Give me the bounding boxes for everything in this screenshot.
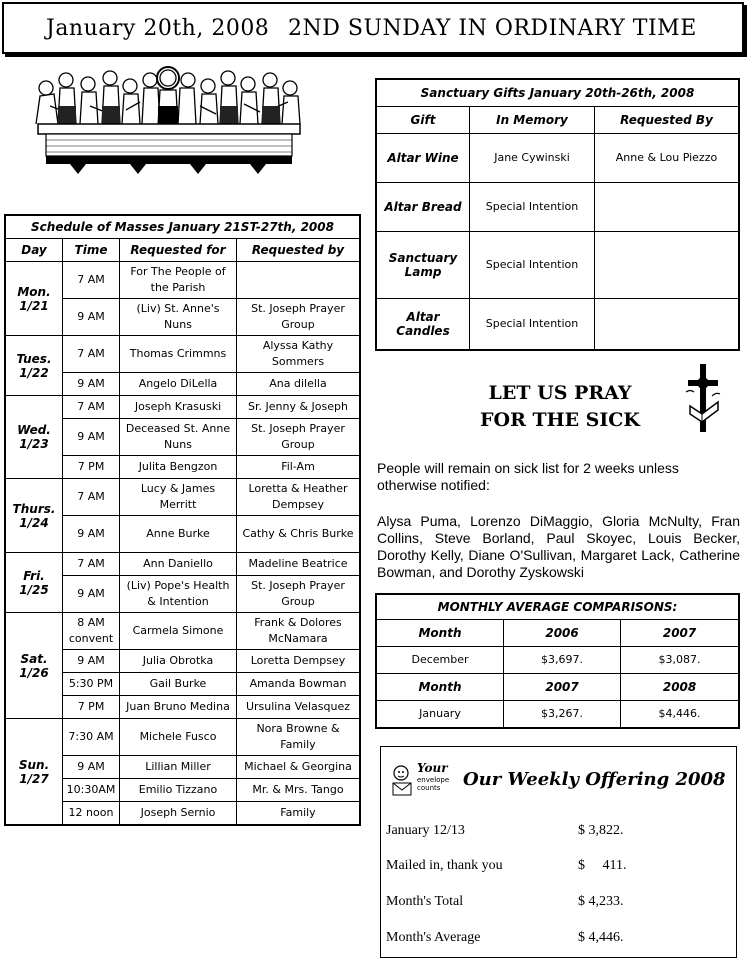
offering-label-1: January 12/13: [386, 823, 465, 838]
gifts-body: [376, 134, 739, 351]
mass-day: Tues. 1/22: [5, 336, 63, 396]
mass-row: [5, 479, 360, 516]
mass-time: 7 AM: [63, 479, 120, 516]
comparison-value-cell: $3,697.: [504, 647, 621, 674]
col-requested-by: Requested by: [237, 239, 361, 262]
comparison-header-cell: 2007: [621, 620, 739, 647]
offering-amount-3: $ 4,233.: [578, 894, 624, 909]
mass-time: 9 AM: [63, 419, 120, 456]
comparison-header-cell: 2008: [621, 674, 739, 701]
mass-row: [5, 336, 360, 373]
mass-day: Sun. 1/27: [5, 719, 63, 826]
gift-requested-by: [595, 183, 740, 232]
mass-requested-by: Amanda Bowman: [237, 673, 361, 696]
mass-time: 8 AM convent: [63, 613, 120, 650]
col-time: Time: [63, 239, 120, 262]
mass-time: 7 AM: [63, 553, 120, 576]
comparison-header-cell: 2007: [504, 674, 621, 701]
gift-row: [376, 232, 739, 299]
mass-day: Fri. 1/25: [5, 553, 63, 613]
comparisons-body: [376, 620, 739, 729]
mass-requested-by: Loretta Dempsey: [237, 650, 361, 673]
mass-requested-for: Lucy & James Merritt: [120, 479, 237, 516]
gift-row: [376, 183, 739, 232]
mass-requested-for: Joseph Krasuski: [120, 396, 237, 419]
mass-time: 9 AM: [63, 516, 120, 553]
mass-requested-for: Julita Bengzon: [120, 456, 237, 479]
mass-row: [5, 262, 360, 299]
gifts-caption: Sanctuary Gifts January 20th-26th, 2008: [376, 79, 739, 107]
comparison-header-row: [376, 674, 739, 701]
offering-label-4: Month's Average: [386, 930, 481, 945]
gift-in-memory: Jane Cywinski: [470, 134, 595, 183]
mass-requested-for: Ann Daniello: [120, 553, 237, 576]
gift-name: Altar Wine: [376, 134, 470, 183]
mass-requested-by: Ana dilella: [237, 373, 361, 396]
mass-requested-by: Nora Browne & Family: [237, 719, 361, 756]
col-gift: Gift: [376, 107, 470, 134]
mass-time: 9 AM: [63, 576, 120, 613]
col-gift-requested-by: Requested By: [595, 107, 740, 134]
mass-requested-for: Joseph Sernio: [120, 802, 237, 826]
gift-requested-by: Anne & Lou Piezzo: [595, 134, 740, 183]
mass-day: Mon. 1/21: [5, 262, 63, 336]
offering-amount-1: $ 3,822.: [578, 823, 624, 838]
monthly-comparisons-table: [375, 593, 740, 729]
comparison-header-row: [376, 620, 739, 647]
pray-title-line-1: LET US PRAY: [488, 382, 632, 404]
mass-schedule-body: [5, 262, 360, 826]
mass-requested-for: Michele Fusco: [120, 719, 237, 756]
mass-requested-by: Cathy & Chris Burke: [237, 516, 361, 553]
mass-requested-by: St. Joseph Prayer Group: [237, 576, 361, 613]
offering-label-3: Month's Total: [386, 894, 464, 909]
mass-requested-by: Family: [237, 802, 361, 826]
col-requested-for: Requested for: [120, 239, 237, 262]
mass-requested-by: St. Joseph Prayer Group: [237, 419, 361, 456]
bulletin-date: January 20th, 2008: [46, 16, 270, 41]
comparison-value-cell: $4,446.: [621, 701, 739, 729]
mass-time: 7 AM: [63, 336, 120, 373]
gift-requested-by: [595, 232, 740, 299]
mass-time: 5:30 PM: [63, 673, 120, 696]
gift-in-memory: Special Intention: [470, 232, 595, 299]
mass-schedule-caption: Schedule of Masses January 21ST-27th, 2008: [5, 215, 360, 239]
comparison-header-cell: Month: [376, 620, 504, 647]
col-day: Day: [5, 239, 63, 262]
sanctuary-gifts-table: [375, 78, 740, 351]
mass-row: [5, 613, 360, 650]
mass-time: 10:30AM: [63, 779, 120, 802]
mass-requested-by: [237, 262, 361, 299]
mass-time: 7 AM: [63, 262, 120, 299]
mass-time: 9 AM: [63, 756, 120, 779]
mass-requested-by: Sr. Jenny & Joseph: [237, 396, 361, 419]
comparison-value-cell: December: [376, 647, 504, 674]
logo-word: Your: [417, 761, 448, 775]
pray-for-sick-title: [470, 380, 650, 434]
offering-label-2: Mailed in, thank you: [386, 858, 503, 873]
gift-name: Sanctuary Lamp: [376, 232, 470, 299]
mass-requested-for: Angelo DiLella: [120, 373, 237, 396]
mass-time: 7 AM: [63, 396, 120, 419]
mass-requested-for: Deceased St. Anne Nuns: [120, 419, 237, 456]
pray-title-line-2: FOR THE SICK: [480, 409, 640, 431]
comparison-value-row: [376, 647, 739, 674]
gift-name: Altar Candles: [376, 299, 470, 351]
mass-requested-for: Thomas Crimmns: [120, 336, 237, 373]
bulletin-header: [2, 2, 744, 54]
comparison-header-cell: Month: [376, 674, 504, 701]
offering-amount-4: $ 4,446.: [578, 930, 624, 945]
sick-list-note: People will remain on sick list for 2 weeks unless otherwise notified:: [377, 460, 679, 493]
mass-time: 12 noon: [63, 802, 120, 826]
comparison-value-cell: January: [376, 701, 504, 729]
last-supper-illustration: [30, 66, 306, 178]
gift-row: [376, 134, 739, 183]
mass-requested-for: Emilio Tizzano: [120, 779, 237, 802]
mass-requested-by: Michael & Georgina: [237, 756, 361, 779]
mass-requested-by: Alyssa Kathy Sommers: [237, 336, 361, 373]
mass-schedule-table: [4, 214, 361, 826]
mass-time: 7 PM: [63, 456, 120, 479]
mass-requested-for: (Liv) Pope's Health & Intention: [120, 576, 237, 613]
mass-day: Thurs. 1/24: [5, 479, 63, 553]
mass-time: 9 AM: [63, 373, 120, 396]
mass-requested-for: Juan Bruno Medina: [120, 696, 237, 719]
mass-time: 9 AM: [63, 299, 120, 336]
mass-requested-for: Carmela Simone: [120, 613, 237, 650]
mass-requested-by: Fil-Am: [237, 456, 361, 479]
gift-name: Altar Bread: [376, 183, 470, 232]
mass-time: 7:30 AM: [63, 719, 120, 756]
comparison-value-row: [376, 701, 739, 729]
mass-day: Sat. 1/26: [5, 613, 63, 719]
comparison-value-cell: $3,087.: [621, 647, 739, 674]
comparisons-caption: MONTHLY AVERAGE COMPARISONS:: [376, 594, 739, 620]
mass-requested-by: St. Joseph Prayer Group: [237, 299, 361, 336]
mass-time: 7 PM: [63, 696, 120, 719]
mass-requested-by: Mr. & Mrs. Tango: [237, 779, 361, 802]
gift-requested-by: [595, 299, 740, 351]
cross-icon: [684, 362, 724, 434]
gift-in-memory: Special Intention: [470, 299, 595, 351]
gift-in-memory: Special Intention: [470, 183, 595, 232]
mass-requested-for: (Liv) St. Anne's Nuns: [120, 299, 237, 336]
mass-requested-by: Ursulina Velasquez: [237, 696, 361, 719]
mass-time: 9 AM: [63, 650, 120, 673]
sick-list-names: Alysa Puma, Lorenzo DiMaggio, Gloria McNulty, Fran Collins, Steve Borland, Paul Skoyec, Louis Becker, Dorothy Kelly, Diane O'Sullivan, Margaret Lack, Catherine Bowman, and Dorothy Zyskowski: [377, 513, 740, 580]
mass-requested-by: Madeline Beatrice: [237, 553, 361, 576]
comparison-value-cell: $3,267.: [504, 701, 621, 729]
liturgical-title: 2ND SUNDAY IN ORDINARY TIME: [288, 16, 697, 41]
mass-row: [5, 396, 360, 419]
mass-requested-for: Gail Burke: [120, 673, 237, 696]
mass-requested-for: For The People of the Parish: [120, 262, 237, 299]
gift-row: [376, 299, 739, 351]
col-in-memory: In Memory: [470, 107, 595, 134]
comparison-header-cell: 2006: [504, 620, 621, 647]
weekly-offering-box: [380, 746, 737, 958]
mass-requested-for: Anne Burke: [120, 516, 237, 553]
mass-day: Wed. 1/23: [5, 396, 63, 479]
offering-amount-2: $ 411.: [578, 858, 627, 873]
mass-requested-by: Loretta & Heather Dempsey: [237, 479, 361, 516]
mass-requested-for: Lillian Miller: [120, 756, 237, 779]
mass-row: [5, 719, 360, 756]
mass-requested-by: Frank & Dolores McNamara: [237, 613, 361, 650]
offering-title: Our Weekly Offering 2008: [463, 769, 726, 790]
logo-subtitle: envelope counts: [417, 776, 450, 792]
mass-requested-for: Julia Obrotka: [120, 650, 237, 673]
mass-row: [5, 553, 360, 576]
